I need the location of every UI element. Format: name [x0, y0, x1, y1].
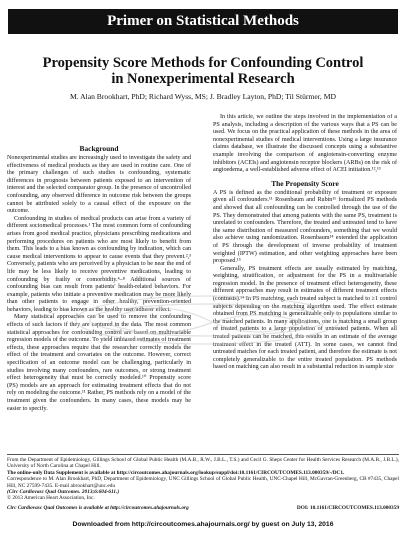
- right-paragraph-2: Generally, PS treatment effects are usually estimated by matching, weighting, stratification, or adjustment for the PS in a multivariable regression model. In the presence of treatment effect heterogeneity, these different approaches may result in estimates of different treatment effects (contrasts).¹⁴ In PS matching, each treated subject is matched to ≥1 control subjects depending on the matching algorithm used. The effect estimate obtained from PS matching is generalizable only to populations similar to the matched patients. In many applications, one is matching a small group of treated patients to a large population of untreated patients. When all treated patients can be matched, this results in an estimate of the average treatment effect in the treated (ATT). In some cases, we cannot find untreated matches for each treated patient, and therefore the estimate is not completely generalizable to the entire treated population. PS methods based on matching can also result in a substantial reduction in sample size: [213, 265, 397, 371]
- author-list: M. Alan Brookhart, PhD; Richard Wyss, MS; J. Bradley Layton, PhD; Til Stürmer, MD: [70, 92, 336, 101]
- journal-footer: [7, 505, 399, 512]
- right-paragraph-1: A PS is defined as the conditional probability of treatment or exposure given all confounders.¹¹ Rosenbaum and Rubin¹¹ formalized PS methods and showed that all confounding can be controlled through the use of the PS. They demonstrated that among patients with the same PS, treatment is unrelated to confounders. Therefore, the treated and untreated tend to have the same distribution of measured confounders, something that we would also achieve using randomization. Rosenbaum¹⁴ extended the application of PS through the development of inverse probability of treatment weighted (IPTW) estimation, and other weighting approaches have been proposed.¹⁵: [213, 189, 397, 265]
- footnote-divider: [7, 454, 399, 455]
- footnote-copyright: © 2013 American Heart Association, Inc.: [7, 495, 95, 502]
- right-intro-paragraph: In this article, we outline the steps involved in the implementation of a PS analysis, including a description of the various ways that a PS can be used. We focus on the practical application of these methods in the area of nonexperimental studies of medical interventions. Using a large insurance claims database, we illustrate the discussed concepts using a substantive example involving the comparison of angiotensin-converting enzyme inhibitors (ACEIs) and angiotensin receptor blockers (ARBs) on the risk of angioedema, a well-established adverse effect of ACEI initiation.¹²,¹³: [213, 114, 397, 174]
- footnote-block: [7, 457, 399, 502]
- footnote-affiliation: From the Department of Epidemiology, Gillings School of Global Public Health (M.A.B., R.W., J.B.L., T.S.) and Cecil G. Sheps Center for Health Services Research (M.A.B., J.B.L.), University of North Carolina at Chapel Hill.: [7, 457, 399, 470]
- doi-label: DOI: 10.1161/CIRCOUTCOMES.113.000359: [296, 505, 399, 511]
- background-heading: Background: [79, 144, 119, 153]
- article-title-line-2: in Nonexperimental Research: [111, 71, 295, 87]
- propensity-score-heading: The Propensity Score: [271, 178, 339, 188]
- section-banner: Primer on Statistical Methods: [8, 9, 398, 34]
- article-title: [20, 55, 386, 87]
- left-paragraph-2: Confounding in studies of medical products can arise from a variety of different sociomedical processes.¹ The most common form of confounding arises from good medical practice, physicians prescribing medications and performing procedures on patients who are most likely to benefit from them. This leads to a bias known as confounding by indication, which can cause medical interventions to appear to cause events that they prevent.²,³ Conversely, patients who are perceived by a physician to be near the end of life may be less likely to receive preventive medications, leading to confounding by frailty or comorbidity.⁴–⁸ Additional sources of confounding bias can result from patients' health-related behaviors. For example, patients who initiate a preventive medication may be more likely than other patients to engage in other healthy, prevention-oriented behaviors, leading to bias known as the healthy user/adherer effect.: [7, 215, 191, 313]
- journal-availability-link[interactable]: Circ Cardiovasc Qual Outcomes is available at http://circoutcomes.ahajournals.org: [7, 505, 189, 511]
- footnote-supplement-link[interactable]: The online-only Data Supplement is available at http://circoutcomes.ahajournals.org/lookup/suppl/doi:10.1161/CIRCOUTCOMES.113.000359/-/DC1.: [7, 469, 345, 476]
- left-paragraph-1: Nonexperimental studies are increasingly used to investigate the safety and effectiveness of medical products as they are used in routine care. One of the primary challenges of such studies is confounding, systematic differences in prognosis between patients exposed to an intervention of interest and the selected comparator group. In the presence of uncontrolled confounding, any observed difference in outcome risk between the groups cannot be attributed solely to a causal effect of the exposure on the outcome.: [7, 155, 191, 215]
- article-title-line-1: Propensity Score Methods for Confounding Control: [42, 55, 364, 71]
- left-column: [7, 144, 191, 452]
- download-notice[interactable]: Downloaded from http://circoutcomes.ahajournals.org/ by guest on July 13, 2016: [72, 521, 334, 528]
- footnote-citation: (Circ Cardiovasc Qual Outcomes. 2013;6:604-611.): [7, 489, 120, 496]
- left-paragraph-3: Many statistical approaches can be used to remove the confounding effects of such factors if they are captured in the data. The most common statistical approaches for confounding control are based on multivariable regression models of the outcome. To yield unbiased estimates of treatment effects, these approaches require that the researcher correctly models the effect of the treatment and covariates on the outcome. However, correct specification of an outcome model can be challenging, particularly in studies involving many confounders, rare outcomes, or strong treatment effect heterogeneity that must be correctly modeled.¹⁰ Propensity score (PS) models are an approach for estimating treatment effects that do not rely on modeling the outcome.¹¹ Rather, PS methods rely on a model of the treatment given the confounders. In many cases, these models may be easier to specify.: [7, 314, 191, 412]
- right-column: [213, 114, 397, 452]
- footnote-correspondence: Correspondence to M. Alan Brookhart, PhD, Department of Epidemiology, UNC Gillings School of Global Public Health, UNC-Chapel Hill, McGavran-Greenberg, CB #7435, Chapel Hill, NC 27599-7435. E-mail abrookhart@unc.edu: [7, 476, 399, 489]
